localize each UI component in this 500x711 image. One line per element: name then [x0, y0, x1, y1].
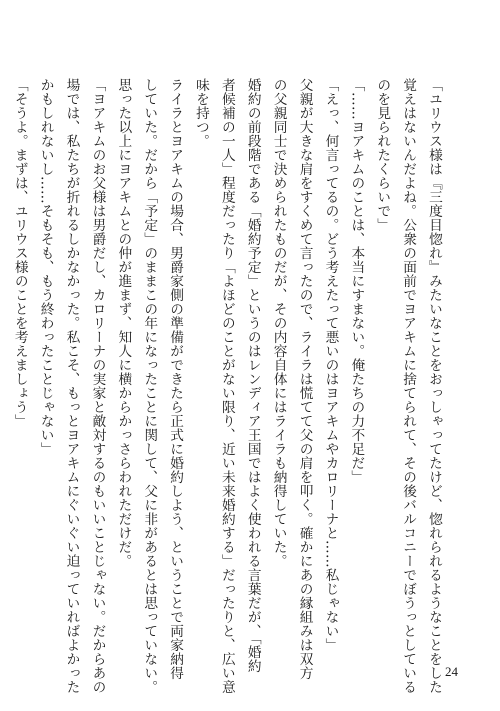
- text-line: 味を持つ。: [192, 78, 209, 148]
- text-line: 「そうよ。まずは、ユリウス様のことを考えましょう」: [11, 78, 28, 428]
- text-line: の父親同士で決められたものだが、その内容自体にはライラも納得していた。: [270, 78, 287, 568]
- text-line: 「えっ、何言ってるの。どう考えたって悪いのはヨアキムやカロリーナと……私じゃない」: [322, 78, 339, 652]
- text-line: 者候補の一人」程度だったり「よほどのことがない限り、近い未来婚約する」だったりと、広い意: [218, 78, 235, 694]
- text-line: のを見られたくらいで」: [374, 78, 391, 232]
- text-line: かもしれないし……そもそも、もう終わったことじゃない」: [37, 78, 54, 456]
- text-line: 父親が大きな肩をすくめて言ったので、ライラは慌てて父の肩を叩く。確かにあの縁組みは双方: [296, 78, 313, 680]
- text-line: 「ユリウス様は『三度目惚れ』みたいなことをおっしゃってたけど、惚れられるようなことをした: [426, 78, 442, 694]
- text-line: ライラとヨアキムの場合、男爵家側の準備ができたら正式に婚約しよう、ということで両家納得: [167, 78, 184, 680]
- text-line: 婚約の前段階である「婚約予定」というのはレンディア王国ではよく使われる言葉だが、「婚約: [244, 78, 261, 674]
- vertical-text-block: [11, 78, 442, 694]
- text-line: 思った以上にヨアキムとの仲が進まず、知人に横からかっさらわれただけだ。: [115, 78, 132, 568]
- text-line: 「ヨアキムのお父様は男爵だし、カロリーナの実家と敵対するのもいいことじゃない。だからあの: [89, 78, 106, 694]
- text-line: 「……ヨアキムのことは、本当にすまない。俺たちの力不足だ」: [348, 78, 365, 484]
- page-number: 24: [445, 664, 458, 679]
- text-line: 覚えはないんだよね。公衆の面前でヨアキムに捨てられて、その後バルコニーでぼうっとしている: [400, 78, 417, 694]
- text-line: していた。だから「予定」のままこの年になったことに関して、父に非があるとは思っていない。: [141, 78, 158, 694]
- text-line: 場では、私たちが折れるしかなかった。私こそ、もっとヨアキムにぐいぐい迫っていればよかった: [63, 78, 80, 694]
